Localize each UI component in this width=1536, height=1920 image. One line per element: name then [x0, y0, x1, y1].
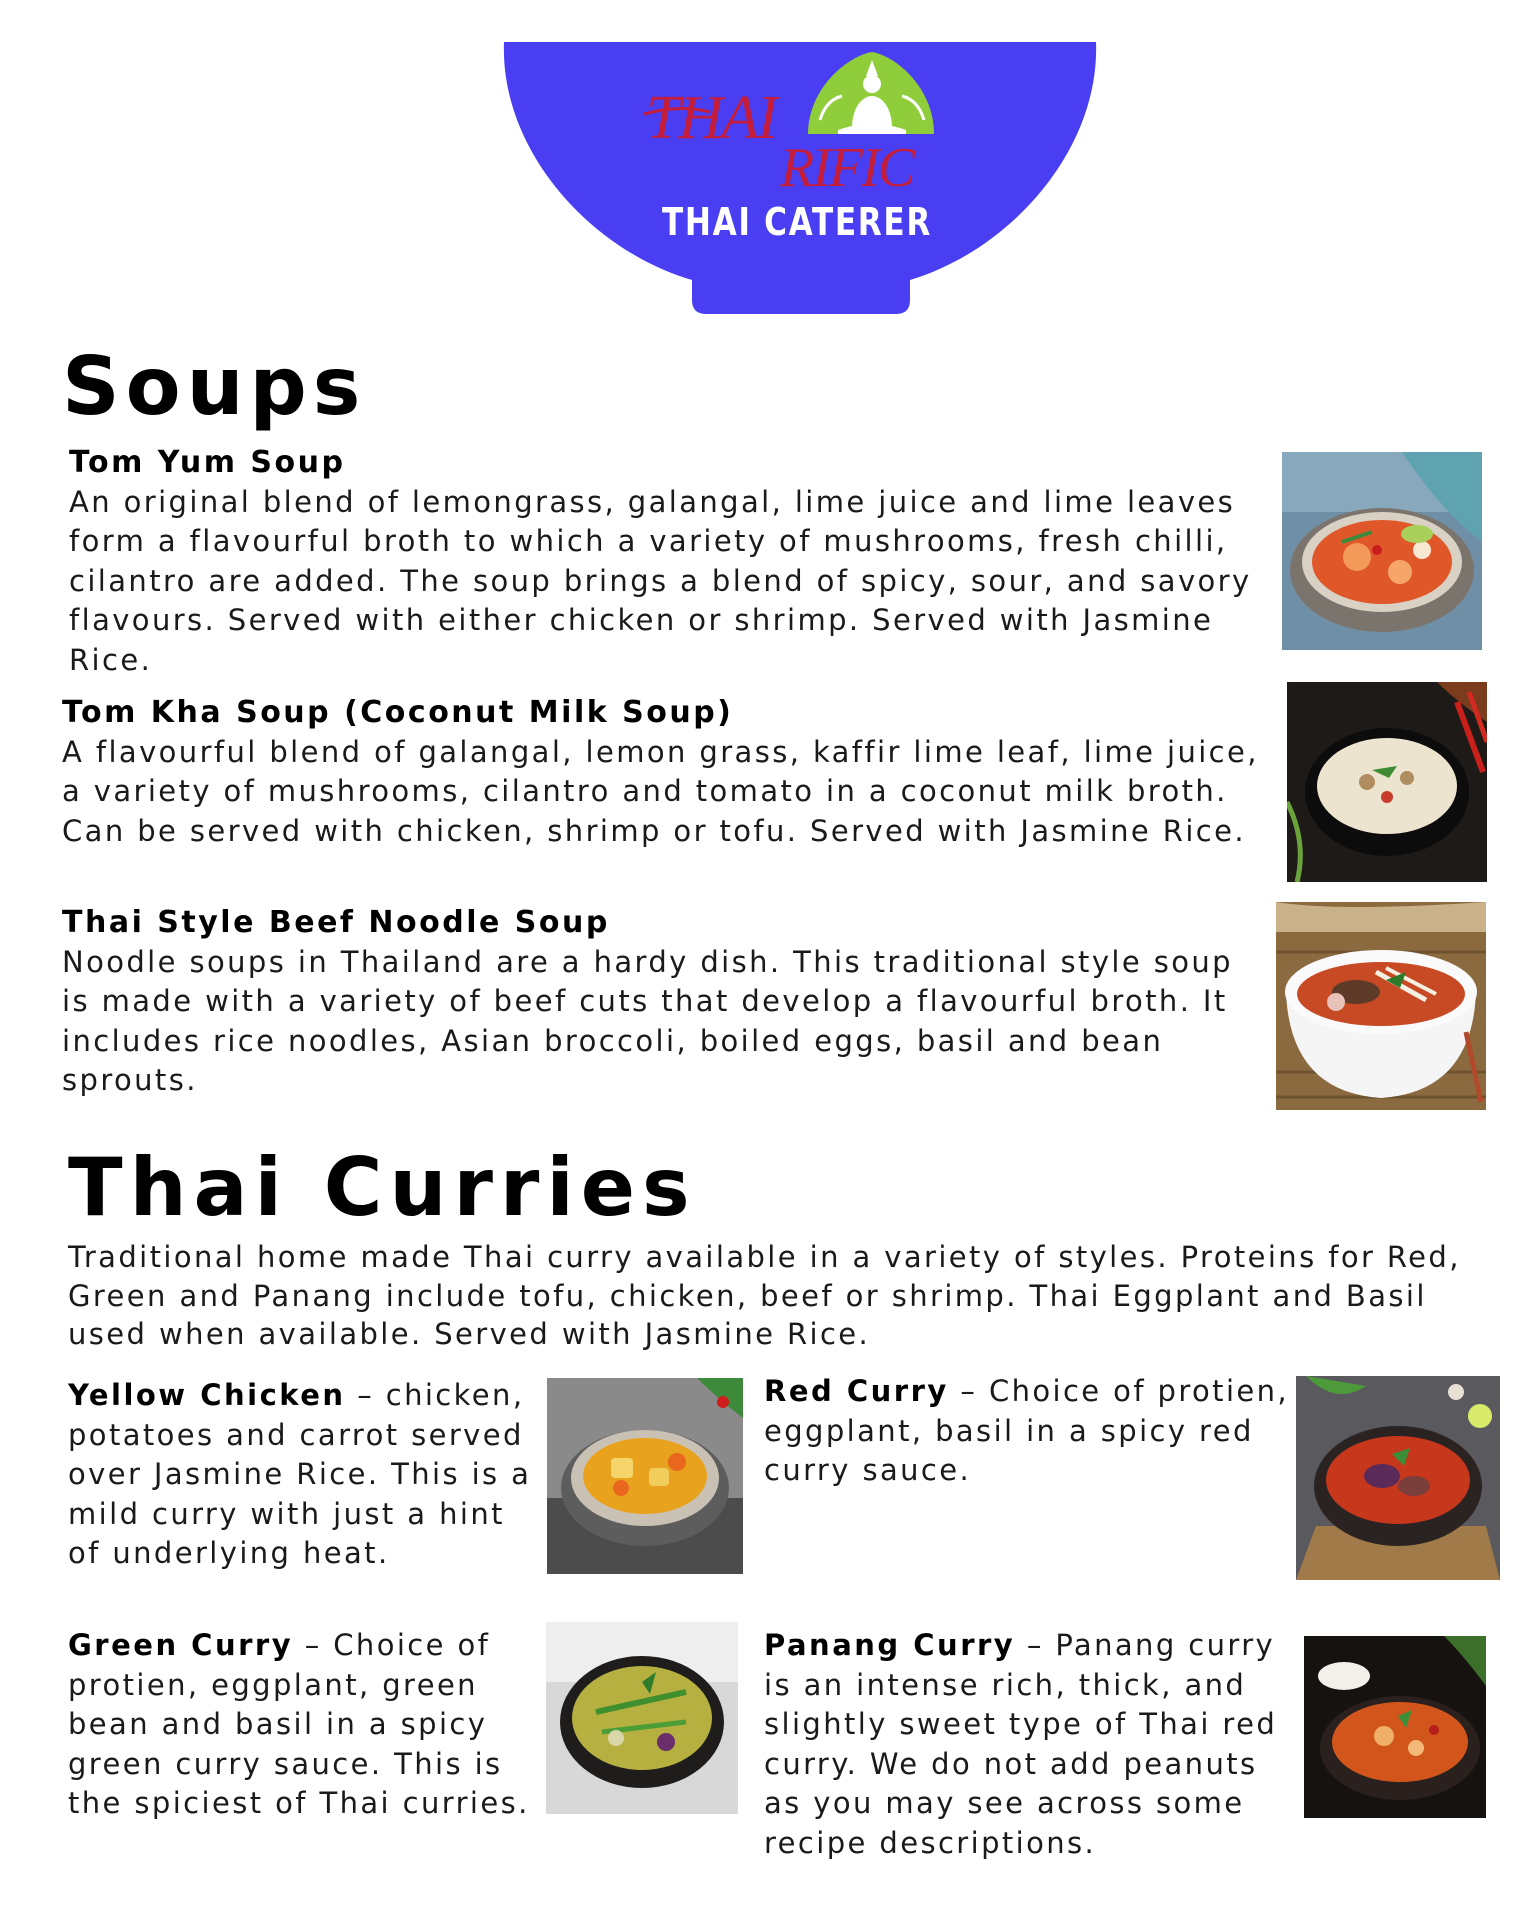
- yellow-curry-photo: [547, 1378, 743, 1574]
- menu-item-yellow-chicken: [68, 1376, 546, 1574]
- menu-item-beef-noodle: [62, 904, 1262, 1101]
- red-curry-photo: [1296, 1376, 1500, 1580]
- svg-text:RIFIC: RIFIC: [780, 137, 914, 194]
- curries-intro: Traditional home made Thai curry available in a variety of styles. Proteins for Red, Green and Panang include tofu, chicken, beef or shrimp. Thai Eggplant and Basil used when available. Served with Jasmine Rice.: [68, 1240, 1461, 1351]
- menu-item-green-curry: [68, 1626, 558, 1824]
- menu-item-panang-curry: [764, 1626, 1294, 1863]
- item-description: An original blend of lemongrass, galangal, lime juice and lime leaves form a flavourful broth to which a variety of mushrooms, fresh chilli, cilantro are added. The soup brings a blend of spicy, sour, and savory flavours. Served with either chicken or shrimp. Served with Jasmine Rice.: [69, 484, 1252, 677]
- svg-text:THAI: THAI: [646, 84, 776, 152]
- item-name: Thai Style Beef Noodle Soup: [62, 905, 610, 940]
- green-curry-photo: [546, 1622, 738, 1814]
- menu-item-tom-yum: [69, 444, 1269, 680]
- item-description: chicken, potatoes and carrot served over Jasmine Rice. This is a mild curry with just a hint of underlying heat.: [68, 1378, 532, 1570]
- item-separator: –: [345, 1378, 386, 1412]
- thairific-wordmark-logo: [640, 74, 940, 194]
- item-name: Tom Yum Soup: [69, 445, 346, 480]
- menu-item-red-curry: [764, 1372, 1304, 1491]
- item-name: Red Curry: [764, 1374, 949, 1408]
- tom-yum-soup-photo: [1282, 452, 1482, 650]
- menu-item-tom-kha: [62, 694, 1282, 851]
- item-description: Panang curry is an intense rich, thick, and slightly sweet type of Thai red curry. We do not add peanuts as you may see across some recipe descriptions.: [764, 1628, 1278, 1860]
- logo-banner: [0, 0, 1536, 330]
- item-name: Panang Curry: [764, 1628, 1016, 1662]
- logo-subtitle: THAI CATERER: [662, 200, 932, 244]
- tom-kha-soup-photo: [1287, 682, 1487, 882]
- item-separator: –: [948, 1374, 989, 1408]
- item-description: Noodle soups in Thailand are a hardy dish. This traditional style soup is made with a variety of beef cuts that develop a flavourful broth. It includes rice noodles, Asian broccoli, boiled eggs, basil and bean sprouts.: [62, 944, 1233, 1097]
- section-title-curries: Thai Curries: [68, 1141, 697, 1234]
- item-description: A flavourful blend of galangal, lemon grass, kaffir lime leaf, lime juice, a variety of mushrooms, cilantro and tomato in a coconut milk broth. Can be served with chicken, shrimp or tofu. Served with Jasmine Rice.: [62, 734, 1259, 848]
- item-name: Yellow Chicken: [68, 1378, 346, 1412]
- panang-curry-photo: [1304, 1636, 1486, 1818]
- beef-noodle-soup-photo: [1276, 902, 1486, 1110]
- item-description: Choice of protien, eggplant, green bean and basil in a spicy green curry sauce. This is the spiciest of Thai curries.: [68, 1628, 530, 1820]
- section-title-soups: Soups: [62, 340, 367, 433]
- item-name: Tom Kha Soup (Coconut Milk Soup): [62, 695, 734, 730]
- item-separator: –: [293, 1628, 334, 1662]
- item-description: Choice of protien, eggplant, basil in a spicy red curry sauce.: [764, 1374, 1290, 1487]
- item-separator: –: [1015, 1628, 1056, 1662]
- item-name: Green Curry: [68, 1628, 294, 1662]
